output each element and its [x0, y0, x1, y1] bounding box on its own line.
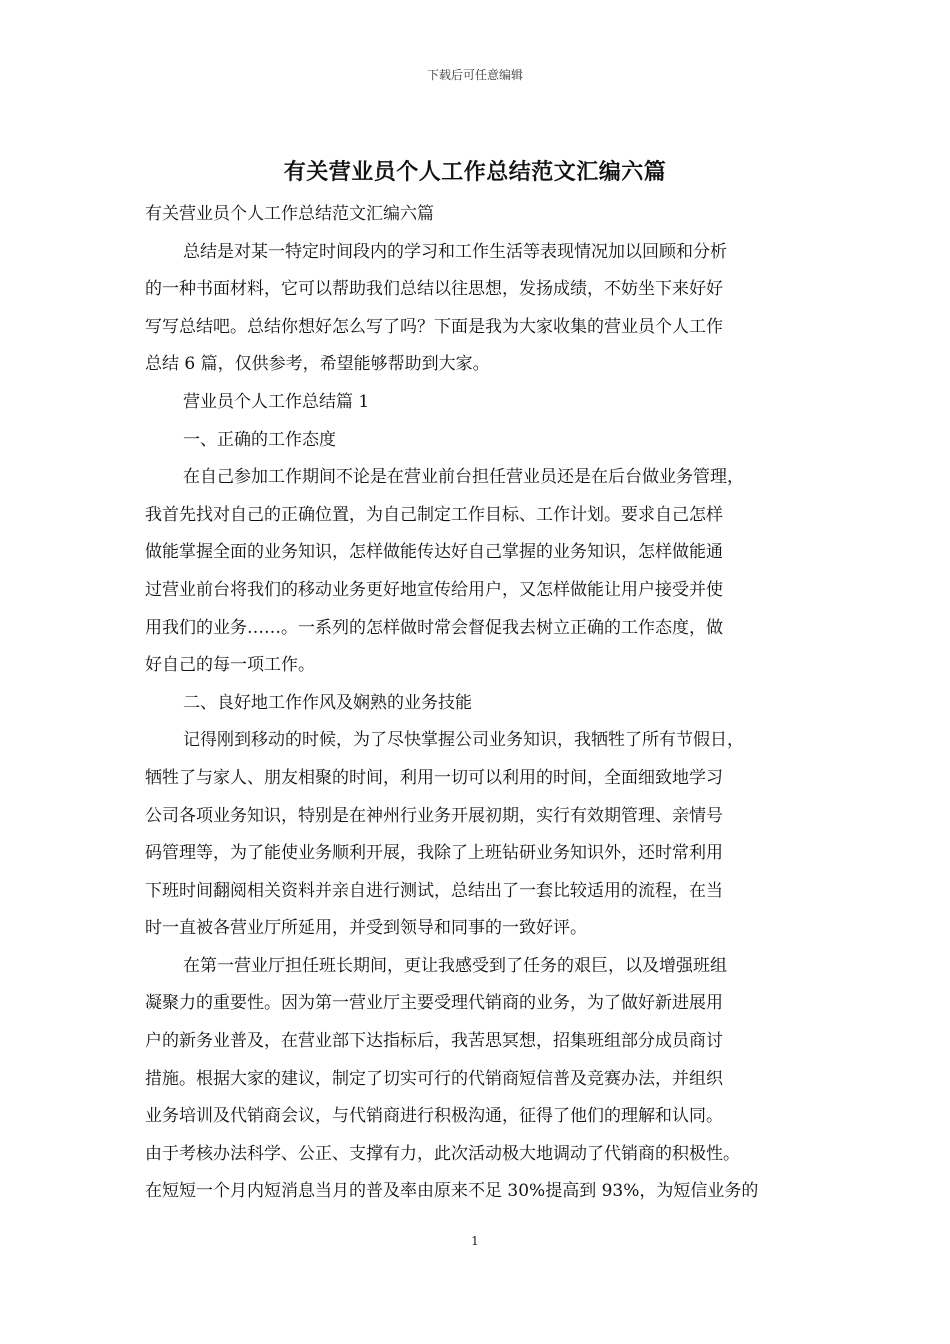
text-line: 总结是对某一特定时间段内的学习和工作生活等表现情况加以回顾和分析: [183, 241, 727, 262]
text-line: 牺牲了与家人、朋友相聚的时间，利用一切可以利用的时间，全面细致地学习: [145, 767, 723, 788]
text-line: 我首先找对自己的正确位置，为自己制定工作目标、工作计划。要求自己怎样: [145, 504, 723, 525]
document-body: [145, 196, 809, 1211]
text-line: 由于考核办法科学、公正、支撑有力，此次活动极大地调动了代销商的积极性。: [145, 1143, 740, 1164]
text-line: 的一种书面材料，它可以帮助我们总结以往思想，发扬成绩，不妨坐下来好好: [145, 279, 723, 300]
text-line: 下班时间翻阅相关资料并亲自进行测试，总结出了一套比较适用的流程，在当: [145, 880, 723, 901]
text-line: 时一直被各营业厅所延用，并受到领导和同事的一致好评。: [145, 918, 587, 939]
text-line: 做能掌握全面的业务知识，怎样做能传达好自己掌握的业务知识，怎样做能通: [145, 542, 723, 563]
text-line: 总结 6 篇，仅供参考，希望能够帮助到大家。: [145, 354, 490, 375]
text-line: 过营业前台将我们的移动业务更好地宣传给用户，又怎样做能让用户接受并使: [145, 579, 723, 600]
text-line: 营业员个人工作总结篇 1: [183, 391, 370, 412]
text-line: 二、良好地工作作风及娴熟的业务技能: [183, 692, 472, 713]
text-line: 好自己的每一项工作。: [145, 655, 315, 676]
text-line: 在自己参加工作期间不论是在营业前台担任营业员还是在后台做业务管理，: [183, 467, 744, 488]
text-line: 写写总结吧。总结你想好怎么写了吗？下面是我为大家收集的营业员个人工作: [145, 316, 723, 337]
text-line: 一、正确的工作态度: [183, 429, 336, 450]
text-line: 户的新务业普及，在营业部下达指标后，我苦思冥想，招集班组部分成员商讨: [145, 1031, 723, 1052]
text-line: 有关营业员个人工作总结范文汇编六篇: [145, 204, 434, 224]
text-line: 在短短一个月内短消息当月的普及率由原来不足 30%提高到 93%，为短信业务的: [145, 1181, 759, 1202]
text-line: 业务培训及代销商会议，与代销商进行积极沟通，征得了他们的理解和认同。: [145, 1106, 723, 1127]
text-line: 公司各项业务知识，特别是在神州行业务开展初期，实行有效期管理、亲情号: [145, 805, 723, 826]
text-line: 凝聚力的重要性。因为第一营业厅主要受理代销商的业务，为了做好新进展用: [145, 993, 723, 1014]
document-title: 有关营业员个人工作总结范文汇编六篇: [283, 159, 667, 185]
text-line: 措施。根据大家的建议，制定了切实可行的代销商短信普及竞赛办法，并组织: [145, 1068, 723, 1089]
text-line: 码管理等，为了能使业务顺利开展，我除了上班钻研业务知识外，还时常利用: [145, 843, 723, 864]
text-line: 在第一营业厅担任班长期间，更让我感受到了任务的艰巨，以及增强班组: [183, 955, 727, 976]
page-header: 下载后可任意编辑: [426, 68, 523, 82]
page-number: 1: [471, 1234, 479, 1248]
text-line: 记得刚到移动的时候，为了尽快掌握公司业务知识，我牺牲了所有节假日，: [183, 730, 744, 751]
text-line: 用我们的业务……。一系列的怎样做时常会督促我去树立正确的工作态度，做: [145, 617, 723, 638]
